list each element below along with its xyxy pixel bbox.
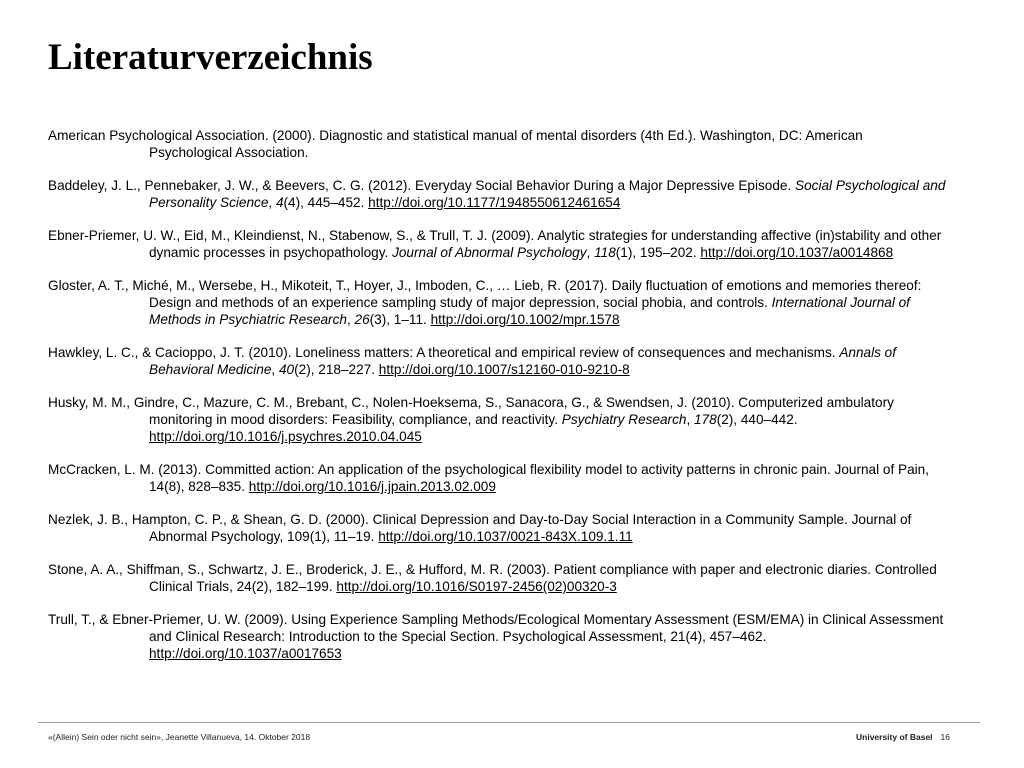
page-number: 16	[940, 732, 950, 742]
page-title: Literaturverzeichnis	[48, 37, 373, 78]
reference-text: Nezlek, J. B., Hampton, C. P., & Shean, G. D. (2000). Clinical Depression and Day-to-Day Social Interaction in a Community Sample. Journal of Abnormal Psychology, 109(1), 11–19.	[48, 512, 912, 544]
reference-pages: (4), 445–452.	[283, 195, 369, 210]
reference-volume: 178	[694, 412, 717, 427]
reference-pages: (2), 440–442.	[716, 412, 798, 427]
reference-pages: (1), 195–202.	[615, 245, 701, 260]
footer-right	[856, 732, 950, 742]
reference-volume: 26	[354, 312, 370, 327]
reference-doi-link[interactable]: http://doi.org/10.1177/1948550612461654	[368, 195, 621, 210]
reference-list	[48, 127, 948, 678]
reference-item	[48, 611, 948, 662]
reference-item	[48, 511, 948, 545]
reference-text: Baddeley, J. L., Pennebaker, J. W., & Beevers, C. G. (2012). Everyday Social Behavior During a Major Depressive Episode.	[48, 178, 796, 193]
reference-journal: International Journal of Methods in Psychiatric Research	[149, 295, 910, 327]
reference-pages: (3), 1–11.	[369, 312, 431, 327]
reference-journal: Journal of Abnormal Psychology	[392, 245, 587, 260]
reference-text: Trull, T., & Ebner-Priemer, U. W. (2009). Using Experience Sampling Methods/Ecological Momentary Assessment (ESM/EMA) in Clinical Assessment and Clinical Research: Introduction to the Special Section. Psychological Assessment, 21(4), 457–462.	[48, 612, 944, 644]
reference-volume: 118	[594, 245, 616, 260]
reference-sep: ,	[686, 412, 694, 427]
reference-sep: ,	[586, 245, 595, 260]
reference-text: American Psychological Association. (2000). Diagnostic and statistical manual of mental disorders (4th Ed.). Washington, DC: American Psychological Association.	[48, 128, 863, 160]
reference-text: McCracken, L. M. (2013). Committed action: An application of the psychological flexibility model to activity patterns in chronic pain. Journal of Pain, 14(8), 828–835.	[48, 462, 929, 494]
footer-divider	[38, 722, 980, 723]
reference-sep: ,	[346, 312, 355, 327]
reference-doi-link[interactable]: http://doi.org/10.1037/a0014868	[700, 245, 894, 260]
reference-doi-link[interactable]: http://doi.org/10.1007/s12160-010-9210-8	[378, 362, 630, 377]
reference-item	[48, 344, 948, 378]
reference-doi-link[interactable]: http://doi.org/10.1002/mpr.1578	[430, 312, 620, 327]
reference-item	[48, 227, 948, 261]
reference-text: Stone, A. A., Shiffman, S., Schwartz, J. E., Broderick, J. E., & Hufford, M. R. (2003). Patient compliance with paper and electronic diaries. Controlled Clinical Trials, 24(2), 182–199.	[48, 562, 937, 594]
reference-item	[48, 277, 948, 328]
reference-doi-link[interactable]: http://doi.org/10.1016/S0197-2456(02)00320-3	[336, 579, 617, 594]
reference-item	[48, 394, 948, 445]
reference-doi-link[interactable]: http://doi.org/10.1037/a0017653	[149, 646, 342, 661]
reference-text: Ebner-Priemer, U. W., Eid, M., Kleindienst, N., Stabenow, S., & Trull, T. J. (2009). Analytic strategies for understanding affective (in)stability and other dynamic processes in psychopathology.	[48, 228, 942, 260]
reference-doi-link[interactable]: http://doi.org/10.1037/0021-843X.109.1.11	[378, 529, 633, 544]
reference-journal: Social Psychological and Personality Science	[149, 178, 946, 210]
footer-caption: «(Allein) Sein oder nicht sein», Jeanette Villanueva, 14. Oktober 2018	[48, 732, 311, 742]
reference-doi-link[interactable]: http://doi.org/10.1016/j.psychres.2010.04.045	[149, 429, 422, 444]
reference-journal: Psychiatry Research	[561, 412, 687, 427]
reference-sep: ,	[271, 362, 279, 377]
reference-volume: 4	[275, 195, 284, 210]
reference-doi-link[interactable]: http://doi.org/10.1016/j.jpain.2013.02.009	[248, 479, 496, 494]
reference-text: Gloster, A. T., Miché, M., Wersebe, H., Mikoteit, T., Hoyer, J., Imboden, C., … Lieb, R. (2017). Daily fluctuation of emotions and memories thereof: Design and methods of an experience sampling study of major depression, social phobia, and controls.	[48, 278, 922, 310]
reference-volume: 40	[278, 362, 295, 377]
reference-pages: (2), 218–227.	[294, 362, 379, 377]
reference-text: Husky, M. M., Gindre, C., Mazure, C. M., Brebant, C., Nolen-Hoeksema, S., Sanacora, G., & Swendsen, J. (2010). Computerized ambulatory monitoring in mood disorders: Feasibility, compliance, and reactivity.	[48, 395, 894, 427]
reference-journal: Annals of Behavioral Medicine	[149, 345, 897, 377]
footer-university: University of Basel	[856, 732, 933, 742]
reference-sep: ,	[268, 195, 276, 210]
reference-item	[48, 177, 948, 211]
reference-item	[48, 127, 948, 161]
reference-item	[48, 561, 948, 595]
reference-item	[48, 461, 948, 495]
reference-text: Hawkley, L. C., & Cacioppo, J. T. (2010). Loneliness matters: A theoretical and empirical review of consequences and mechanisms.	[48, 345, 840, 360]
